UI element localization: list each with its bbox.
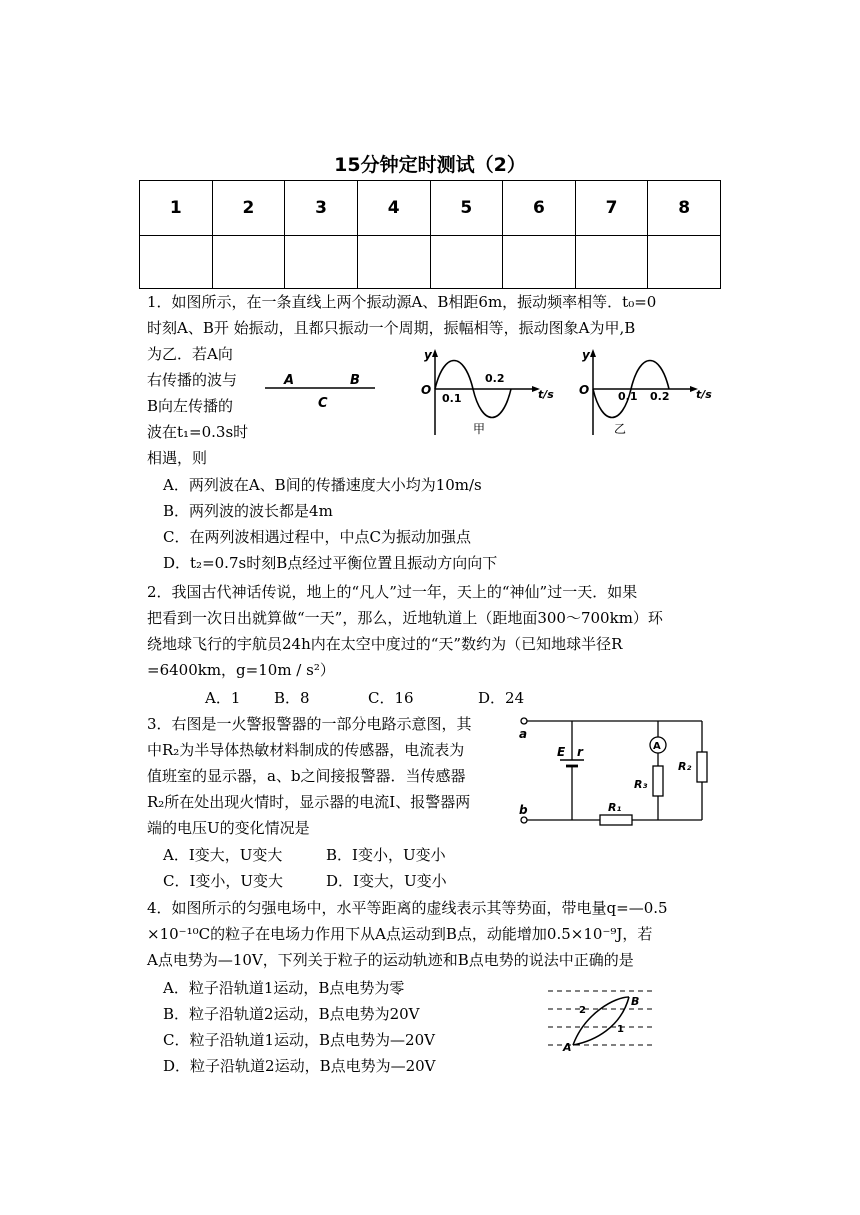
answer-table	[139, 180, 721, 289]
answer-table-header-row	[140, 181, 721, 236]
answer-blank-cell[interactable]	[648, 236, 721, 289]
q4-option-c[interactable]: C．粒子沿轨道1运动，B点电势为—20V	[163, 1031, 435, 1049]
q1-graph-yi	[576, 345, 716, 437]
answer-header-cell: 3	[285, 181, 358, 236]
r2-resistor	[697, 752, 707, 782]
q3-option-d[interactable]: D．I变大，U变小	[326, 872, 447, 890]
tick-label-0.2: 0.2	[650, 390, 670, 403]
q3-option-a[interactable]: A．I变大，U变大	[163, 846, 283, 864]
internal-resistance-label: r	[577, 745, 583, 759]
q2-option-a[interactable]: A．1	[205, 689, 241, 707]
q1-stem-line: 波在t₁=0.3s时	[147, 423, 249, 441]
answer-table-blank-row	[140, 236, 721, 289]
q1-graph-jia	[418, 345, 558, 437]
q4-option-d[interactable]: D．粒子沿轨道2运动，B点电势为—20V	[163, 1057, 436, 1075]
q4-stem-line: 4．如图所示的匀强电场中，水平等距离的虚线表示其等势面，带电量q=—0.5	[147, 899, 668, 917]
tick-label-0.1: 0.1	[442, 392, 462, 405]
page-title: 15分钟定时测试（2）	[334, 154, 526, 176]
answer-blank-cell[interactable]	[575, 236, 648, 289]
answer-header-cell: 5	[430, 181, 503, 236]
graph-caption-yi: 乙	[614, 422, 627, 436]
t-axis-label: t/s	[538, 388, 554, 401]
point-b-label: B	[350, 373, 360, 388]
point-a-label: A	[284, 373, 295, 388]
tick-label-0.1: 0.1	[618, 390, 638, 403]
q1-stem-line: 右传播的波与	[147, 371, 238, 389]
answer-header-cell: 4	[357, 181, 430, 236]
r1-label: R₁	[608, 801, 622, 814]
origin-label: O	[579, 383, 590, 397]
r2-label: R₂	[678, 760, 692, 773]
terminal-b-label: b	[519, 803, 528, 817]
q2-option-c[interactable]: C．16	[368, 689, 414, 707]
r1-resistor	[600, 815, 632, 825]
point-b-label: B	[631, 995, 640, 1008]
q2-stem-line: 2．我国古代神话传说，地上的“凡人”过一年，天上的“神仙”过一天．如果	[147, 583, 638, 601]
point-c-label: C	[318, 396, 328, 411]
q1-stem-line: B向左传播的	[147, 397, 234, 415]
q1-line-figure	[260, 370, 380, 415]
answer-header-cell: 2	[212, 181, 285, 236]
point-a-label: A	[563, 1041, 572, 1054]
q3-stem-line: 端的电压U的变化情况是	[147, 819, 310, 837]
answer-blank-cell[interactable]	[503, 236, 576, 289]
q1-option-d[interactable]: D．t₂=0.7s时刻B点经过平衡位置且振动方向向下	[163, 554, 498, 572]
answer-blank-cell[interactable]	[285, 236, 358, 289]
answer-header-cell: 7	[575, 181, 648, 236]
q3-stem-line: R₂所在处出现火情时，显示器的电流I、报警器两	[147, 793, 471, 811]
emf-label: E	[557, 745, 566, 759]
y-axis-label: y	[424, 348, 432, 362]
q1-stem-line: 时刻A、B开 始振动，且都只振动一个周期，振幅相等，振动图象A为甲,B	[147, 319, 636, 337]
q2-stem-line: 绕地球飞行的宇航员24h内在太空中度过的“天”数约为（已知地球半径R	[147, 635, 623, 653]
q1-stem-line: 相遇，则	[147, 449, 208, 467]
q4-stem-line: A点电势为—10V，下列关于粒子的运动轨迹和B点电势的说法中正确的是	[147, 951, 634, 969]
q3-option-b[interactable]: B．I变小，U变小	[326, 846, 446, 864]
q1-option-b[interactable]: B．两列波的波长都是4m	[163, 502, 333, 520]
q2-option-d[interactable]: D．24	[478, 689, 525, 707]
answer-header-cell: 1	[140, 181, 213, 236]
origin-label: O	[421, 383, 432, 397]
q4-field-diagram	[545, 985, 660, 1057]
q2-stem-line: 把看到一次日出就算做“一天”，那么，近地轨道上（距地面300～700km）环	[147, 609, 663, 627]
t-axis-label: t/s	[696, 388, 712, 401]
q1-stem-line: 1．如图所示，在一条直线上两个振动源A、B相距6m，振动频率相等．t₀=0	[147, 293, 657, 311]
q3-stem-line: 值班室的显示器，a、b之间接报警器．当传感器	[147, 767, 466, 785]
q4-option-a[interactable]: A．粒子沿轨道1运动，B点电势为零	[163, 979, 405, 997]
q2-option-b[interactable]: B．8	[274, 689, 310, 707]
q3-option-c[interactable]: C．I变小，U变大	[163, 872, 284, 890]
answer-blank-cell[interactable]	[430, 236, 503, 289]
q3-stem-line: 中R₂为半导体热敏材料制成的传感器，电流表为	[147, 741, 465, 759]
q4-stem-line: ×10⁻¹⁰C的粒子在电场力作用下从A点运动到B点，动能增加0.5×10⁻⁹J，若	[147, 925, 653, 943]
answer-header-cell: 6	[503, 181, 576, 236]
y-axis-label: y	[582, 348, 590, 362]
q4-option-b[interactable]: B．粒子沿轨道2运动，B点电势为20V	[163, 1005, 420, 1023]
q2-stem-line: =6400km，g=10m / s²）	[147, 661, 335, 679]
answer-blank-cell[interactable]	[212, 236, 285, 289]
q3-stem-line: 3．右图是一火警报警器的一部分电路示意图，其	[147, 715, 472, 733]
ammeter-label: A	[653, 741, 661, 752]
answer-blank-cell[interactable]	[140, 236, 213, 289]
answer-header-cell: 8	[648, 181, 721, 236]
q1-stem-line: 为乙．若A向	[147, 345, 233, 363]
tick-label-0.2: 0.2	[485, 372, 505, 385]
path-2-label: 2	[579, 1005, 586, 1016]
answer-blank-cell[interactable]	[357, 236, 430, 289]
r3-resistor	[653, 766, 663, 796]
r3-label: R₃	[634, 778, 648, 791]
q1-option-c[interactable]: C．在两列波相遇过程中，中点C为振动加强点	[163, 528, 471, 546]
q1-option-a[interactable]: A．两列波在A、B间的传播速度大小均为10m/s	[163, 476, 482, 494]
path-1-label: 1	[617, 1024, 624, 1035]
q3-circuit-diagram	[515, 712, 725, 827]
terminal-a-label: a	[519, 727, 528, 741]
graph-caption-jia: 甲	[473, 422, 486, 436]
